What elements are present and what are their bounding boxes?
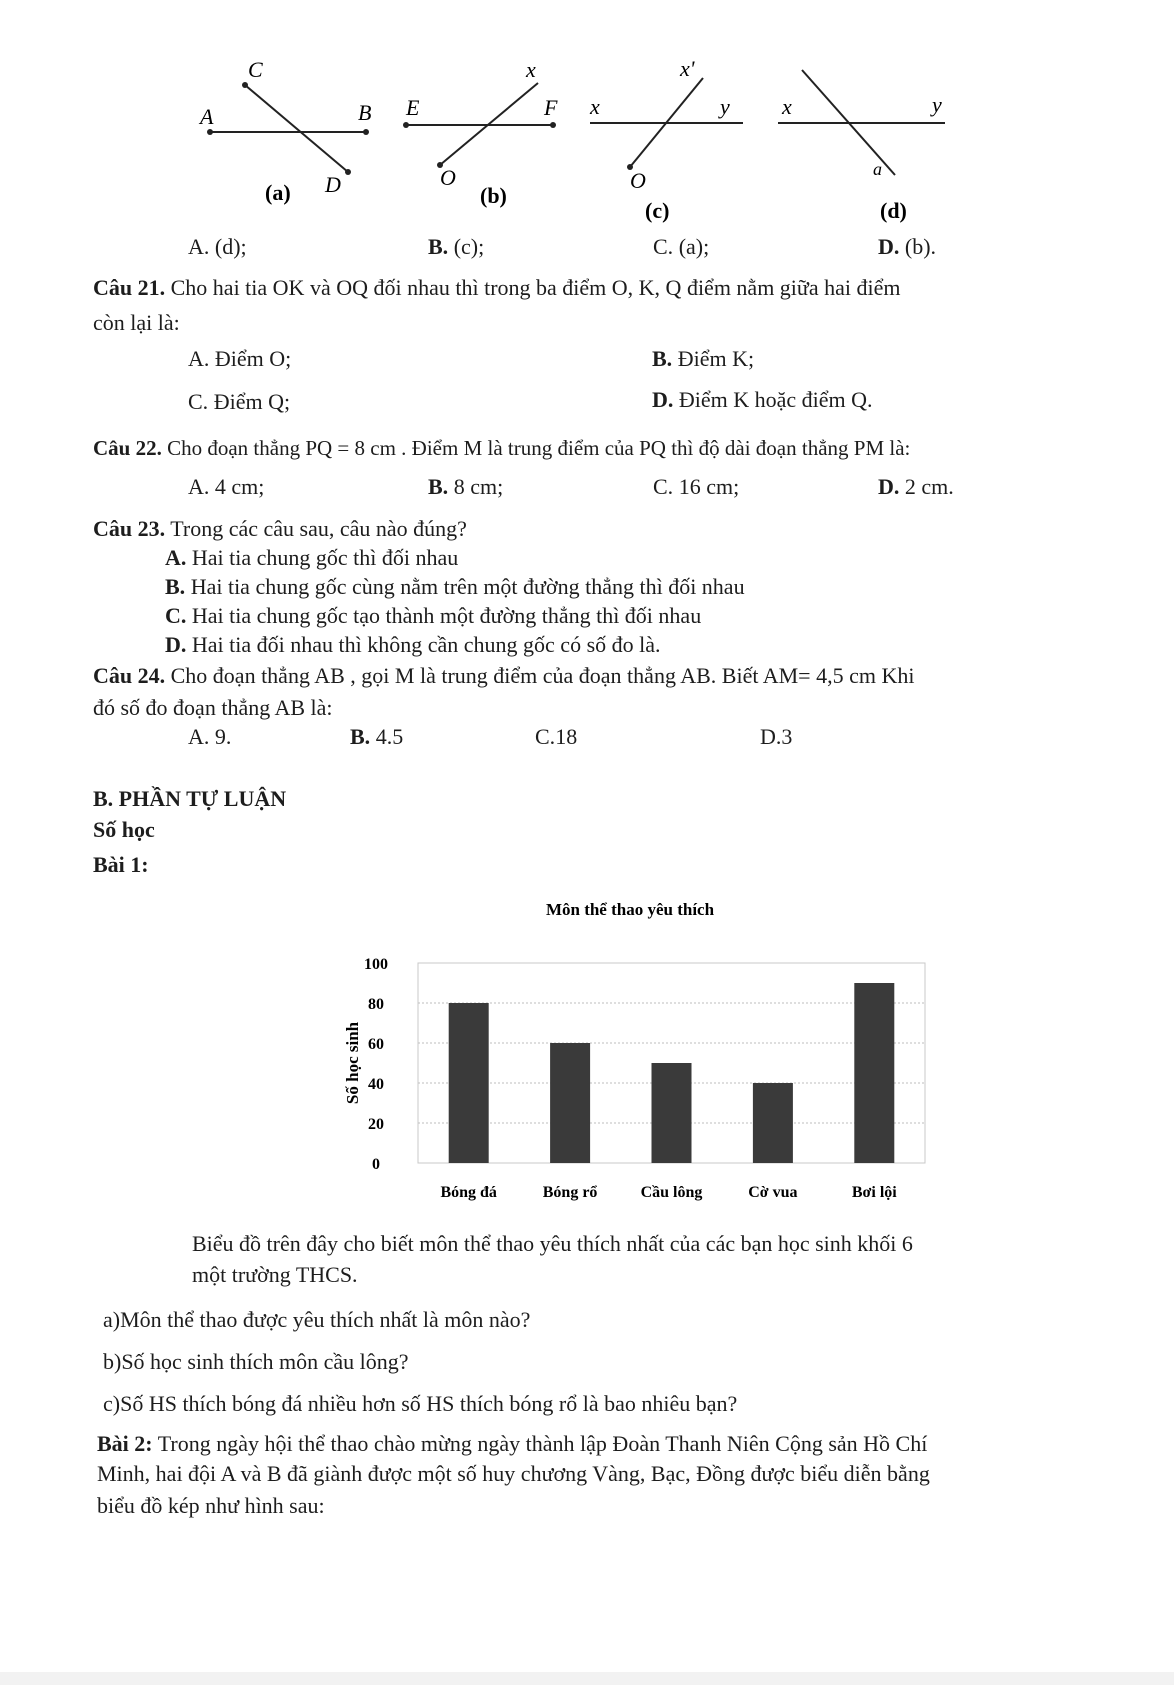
- q22-option-c: C. 16 cm;: [653, 474, 740, 499]
- bar: [652, 1063, 692, 1163]
- figure-a: [190, 55, 390, 215]
- label-d: D: [325, 172, 341, 197]
- subject-heading: Số học: [93, 817, 155, 842]
- label-y: y: [932, 92, 942, 117]
- label-o: O: [440, 165, 456, 190]
- q23-option-b: B. Hai tia chung gốc cùng nằm trên một đường thẳng thì đối nhau: [165, 574, 745, 599]
- bai2-text-cont-2: biểu đồ kép như hình sau:: [97, 1493, 325, 1518]
- q20-option-c: C. (a);: [653, 234, 710, 259]
- q23-option-d: D. Hai tia đối nhau thì không cần chung gốc có số đo là.: [165, 632, 661, 657]
- q21-option-d: D. Điểm K hoặc điểm Q.: [652, 387, 873, 412]
- y-tick-label: 100: [364, 956, 388, 973]
- label-y: y: [720, 94, 730, 119]
- q24-option-d: D.3: [760, 724, 793, 749]
- q20-option-b: B. (c);: [428, 234, 485, 259]
- x-tick-label: Cầu lông: [640, 1184, 703, 1201]
- q24-option-a: A. 9.: [188, 724, 232, 749]
- q24-option-c: C.18: [535, 724, 578, 749]
- y-tick-label: 0: [372, 1156, 380, 1173]
- section-heading: B. PHẦN TỰ LUẬN: [93, 786, 287, 811]
- chart-title: Môn thể thao yêu thích: [545, 900, 715, 919]
- q23-text: Câu 23. Trong các câu sau, câu nào đúng?: [93, 516, 467, 541]
- y-tick-label: 40: [368, 1076, 384, 1093]
- bai1-label: Bài 1:: [93, 852, 149, 877]
- q24-option-b: B. 4.5: [350, 724, 404, 749]
- q23-option-c: C. Hai tia chung gốc tạo thành một đường thẳng thì đối nhau: [165, 603, 702, 628]
- q21-option-b: B. Điểm K;: [652, 346, 755, 371]
- page-edge: [0, 1672, 1174, 1685]
- q21-text-cont: còn lại là:: [93, 310, 180, 335]
- bai1-question-b: b)Số học sinh thích môn cầu lông?: [103, 1349, 409, 1374]
- q23-option-a: A. Hai tia chung gốc thì đối nhau: [165, 545, 459, 570]
- q22-option-d: D. 2 cm.: [878, 474, 954, 499]
- x-tick-label: Bơi lội: [851, 1184, 897, 1201]
- y-tick-label: 80: [368, 996, 384, 1013]
- bar: [854, 983, 894, 1163]
- label-f: F: [544, 95, 558, 120]
- x-tick-label: Cờ vua: [748, 1184, 798, 1201]
- label-x: x: [526, 57, 536, 82]
- bai1-question-a: a)Môn thể thao được yêu thích nhất là môn nào?: [103, 1307, 531, 1332]
- q22-text: Câu 22. Cho đoạn thẳng PQ = 8 cm . Điểm M là trung điểm của PQ thì độ dài đoạn thẳng PM là:: [93, 436, 911, 460]
- q22-option-a: A. 4 cm;: [188, 474, 265, 499]
- label-e: E: [406, 95, 420, 120]
- bar: [449, 1003, 489, 1163]
- bai1-question-c: c)Số HS thích bóng đá nhiều hơn số HS thích bóng rổ là bao nhiêu bạn?: [103, 1391, 738, 1416]
- q24-text: Câu 24. Cho đoạn thẳng AB , gọi M là trung điểm của đoạn thẳng AB. Biết AM= 4,5 cm Khi: [93, 663, 915, 688]
- x-tick-label: Bóng rổ: [542, 1184, 598, 1201]
- q21-option-a: A. Điểm O;: [188, 346, 292, 371]
- label-c: C: [248, 57, 263, 82]
- figure-d: [770, 55, 955, 225]
- x-tick-label: Bóng đá: [440, 1184, 497, 1201]
- q20-option-a: A. (d);: [188, 234, 247, 259]
- y-tick-label: 20: [368, 1116, 384, 1133]
- figure-c: [585, 50, 755, 225]
- bar: [550, 1043, 590, 1163]
- label-x: x: [782, 94, 792, 119]
- label-b: B: [358, 100, 372, 125]
- q21-text: Câu 21. Cho hai tia OK và OQ đối nhau thì trong ba điểm O, K, Q điểm nằm giữa hai điểm: [93, 275, 901, 300]
- bai2-text: Bài 2: Trong ngày hội thể thao chào mừng ngày thành lập Đoàn Thanh Niên Cộng sản Hồ Chí: [97, 1431, 928, 1456]
- chart-ylabel: Số học sinh: [343, 1021, 362, 1105]
- bar: [753, 1083, 793, 1163]
- caption-c: (c): [645, 198, 670, 223]
- label-a: a: [873, 159, 882, 179]
- label-x-prime: x': [680, 56, 695, 81]
- q21-option-c: C. Điểm Q;: [188, 389, 291, 414]
- caption-a: (a): [265, 180, 291, 205]
- bai1-description-cont: một trường THCS.: [192, 1262, 358, 1287]
- bar-chart: [330, 885, 960, 1215]
- q22-option-b: B. 8 cm;: [428, 474, 504, 499]
- q20-option-d: D. (b).: [878, 234, 937, 259]
- y-tick-label: 60: [368, 1036, 384, 1053]
- bai1-description: Biểu đồ trên đây cho biết môn thể thao yêu thích nhất của các bạn học sinh khối 6: [192, 1231, 913, 1256]
- label-a: A: [200, 104, 214, 129]
- caption-b: (b): [480, 183, 507, 208]
- label-x: x: [590, 94, 600, 119]
- q24-text-cont: đó số đo đoạn thẳng AB là:: [93, 695, 333, 720]
- bai2-text-cont: Minh, hai đội A và B đã giành được một số huy chương Vàng, Bạc, Đồng được biểu diễn bằng: [97, 1461, 930, 1486]
- figure-b: [398, 55, 573, 215]
- caption-d: (d): [880, 198, 907, 223]
- label-o: O: [630, 168, 646, 193]
